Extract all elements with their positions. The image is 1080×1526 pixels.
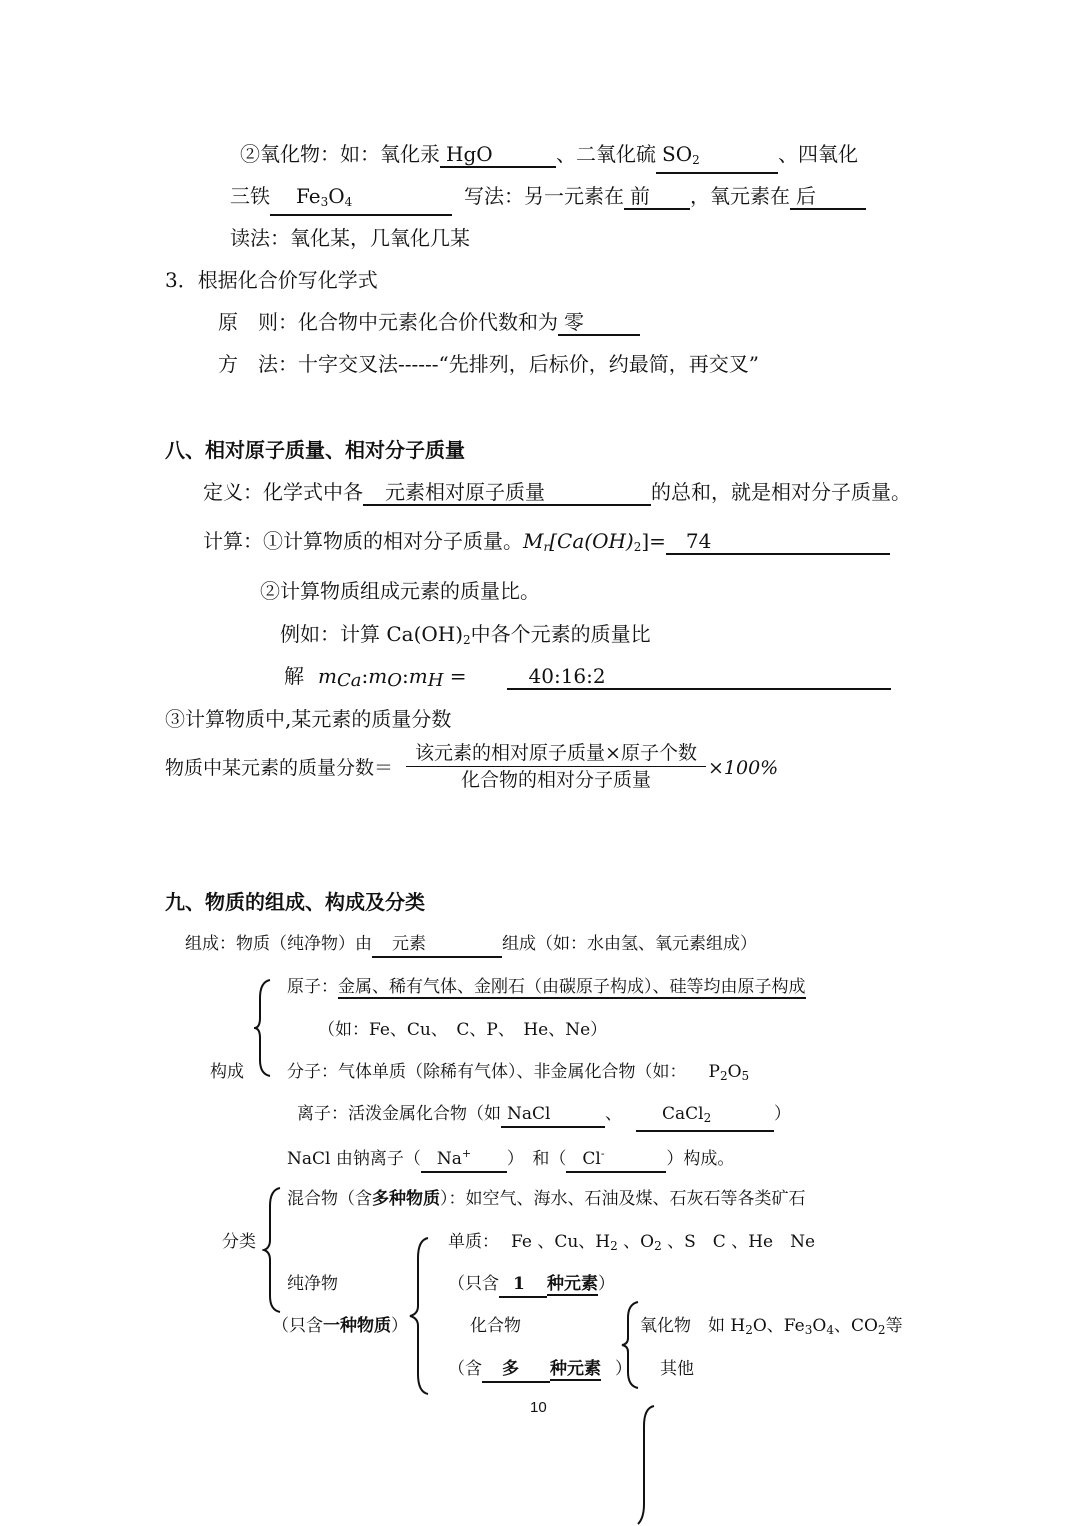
ion-cacl: CaCl: [662, 1104, 704, 1124]
back-value: 后: [796, 184, 816, 208]
fe-text: Fe: [296, 184, 321, 208]
fraction-heading: ③计算物质中,某元素的质量分数: [165, 707, 452, 731]
oxide-label: ②氧化物：如：氧化汞: [240, 142, 440, 166]
example-line: [280, 620, 651, 654]
elem-only-value: 1: [513, 1274, 525, 1294]
elem-only-c: ）: [598, 1274, 615, 1294]
fraction-denominator: 化合物的相对分子质量: [460, 769, 651, 791]
section8-title: 八、相对原子质量、相对分子质量: [165, 438, 465, 462]
mr-r: r: [543, 540, 550, 554]
ion-nacl: NaCl: [507, 1104, 551, 1124]
na-text: Na: [436, 1149, 462, 1169]
h-sub: H: [427, 670, 444, 691]
oxide-fe-sub: 3: [804, 1323, 813, 1337]
molecule-text: 分子：气体单质（除稀有气体）、非金属化合物（如：: [287, 1062, 687, 1082]
def-value: 元素相对原子质量: [385, 480, 545, 504]
na-blank: [421, 1142, 507, 1173]
element-line: [448, 1228, 815, 1260]
continuation-brace: [636, 1404, 658, 1526]
nacl-c: ）构成。: [666, 1149, 735, 1169]
atom-text: 金属、稀有气体、金刚石（由碳原子构成）、硅等均由原子构成: [338, 977, 806, 997]
oxide-mid: O、Fe: [752, 1316, 805, 1336]
def-a: 定义：化学式中各: [203, 480, 363, 504]
classify-brace: [262, 1186, 284, 1314]
comp-b: 组成（如：水由氢、氧元素组成）: [502, 934, 757, 954]
so2-subscript: 2: [692, 153, 700, 167]
pure-label: 纯净物: [287, 1274, 338, 1294]
oxide-label-9: 氧化物 如 H: [640, 1316, 746, 1336]
elem-only-b: 种元素: [547, 1274, 598, 1294]
mixture-line: [287, 1185, 806, 1213]
so2-value: SO: [662, 142, 693, 166]
mr-formula: [Ca(OH): [549, 529, 634, 553]
cl-sup: -: [600, 1147, 605, 1160]
molecule-line: [287, 1058, 749, 1090]
nacl-line: [287, 1142, 734, 1173]
oxide-example-line: [640, 1312, 903, 1344]
cacl-blank: [636, 1102, 774, 1132]
principle-line: [218, 308, 640, 336]
mr-blank: [666, 529, 890, 555]
mixture-bold: 多种物质: [372, 1189, 440, 1209]
fe3o4-blank: [270, 184, 452, 216]
mr-close: ]=: [641, 529, 666, 553]
compound-value: 多: [502, 1359, 519, 1379]
atom-line: [287, 973, 806, 1001]
front-blank: [624, 184, 690, 210]
hgo-blank: [440, 142, 556, 168]
oxide-co: 、CO: [833, 1316, 878, 1336]
ratio-blank: [507, 664, 891, 690]
atom-label: 原子：: [287, 977, 338, 997]
oxide-h-sub: 2: [745, 1323, 753, 1337]
fe3o4-label-a: 、四氧化: [778, 142, 858, 166]
nacl-b: ） 和（: [506, 1149, 567, 1169]
o-text: O: [328, 184, 345, 208]
calc-line: [203, 527, 890, 561]
oxide-o: O: [812, 1316, 827, 1336]
principle-blank: [558, 310, 640, 336]
write-mid: ，氧元素在: [690, 184, 790, 208]
valence-heading: 3．根据化合价写化学式: [165, 268, 378, 292]
composition-line: [185, 930, 757, 958]
compound-c: ）: [615, 1359, 632, 1379]
section9-title: 九、物质的组成、构成及分类: [165, 890, 425, 914]
compound-brace: [620, 1300, 642, 1390]
back-blank: [790, 184, 866, 210]
oxide-line-2: [230, 182, 866, 216]
cl-text: Cl: [582, 1149, 601, 1169]
elem-list: Fe 、Cu、H: [511, 1232, 611, 1252]
definition-blank: [363, 480, 651, 506]
ion-cacl-sub: 2: [703, 1111, 712, 1125]
ca-sub: Ca: [336, 670, 362, 691]
structure-brace: [252, 978, 274, 1078]
atom-examples: （如：Fe、Cu、 C、P、 He、Ne）: [318, 1020, 608, 1040]
elem-h-sub: 2: [610, 1239, 618, 1253]
ion-line: [297, 1100, 791, 1132]
compound-sub: [448, 1355, 632, 1383]
write-label: 写法：另一元素在: [464, 184, 624, 208]
mass-fraction: [406, 740, 706, 793]
ion-close: ）: [774, 1104, 791, 1124]
comp-value: 元素: [392, 934, 426, 954]
fe-sub: 3: [320, 195, 329, 209]
mr-value: 74: [685, 529, 712, 553]
pure-sub: [272, 1312, 408, 1340]
pure-sub-bold: 一种物质: [323, 1316, 391, 1336]
oxide-o-sub: 4: [826, 1323, 834, 1337]
na-sup: +: [461, 1147, 472, 1160]
front-value: 前: [630, 184, 650, 208]
molecule-o: O: [727, 1062, 742, 1082]
principle-label: 原 则：化合物中元素化合价代数和为: [218, 310, 558, 334]
mixture-b: ）：如空气、海水、石油及煤、石灰石等各类矿石: [440, 1189, 806, 1209]
page-number: 10: [530, 1399, 547, 1416]
so2-blank: [656, 142, 778, 174]
pure-brace: [408, 1236, 432, 1396]
oxide-co-sub: 2: [877, 1323, 886, 1337]
o-sub: 4: [344, 195, 353, 209]
solve-line: 解 $m_{Ca}:m_O:m_H$ = 40:16:2: [284, 662, 891, 695]
mr-sub: 2: [633, 540, 642, 554]
elem-rest: 、S C 、He Ne: [661, 1232, 816, 1252]
principle-value: 零: [564, 310, 584, 334]
compound-label: 化合物: [470, 1316, 521, 1336]
so2-label: 、二氧化硫: [556, 142, 656, 166]
example-tail: 中各个元素的质量比: [470, 622, 651, 646]
molecule-p-sub: 2: [719, 1069, 728, 1083]
classify-label: 分类: [222, 1232, 256, 1252]
ratio-value: 40:16:2: [528, 664, 606, 688]
structure-label: 构成: [210, 1062, 244, 1082]
example-sub: 2: [463, 633, 471, 647]
elem-sep1: 、O: [617, 1232, 655, 1252]
definition-line: [203, 478, 911, 506]
compound-b: 种元素: [550, 1359, 601, 1379]
pure-sub-a: （只含: [272, 1316, 323, 1336]
ratio-heading: ②计算物质组成元素的质量比。: [260, 579, 540, 603]
read-rule: 读法：氧化某，几氧化几某: [230, 226, 470, 250]
compound-a: （含: [448, 1359, 482, 1379]
compound-blank: [482, 1357, 550, 1383]
pure-sub-b: ）: [391, 1316, 408, 1336]
example-text: 例如：计算 Ca(OH): [280, 622, 464, 646]
fe3o4-label-b: 三铁: [230, 184, 270, 208]
cl-blank: [566, 1142, 666, 1173]
fraction-numerator: 该元素的相对原子质量×原子个数: [406, 740, 706, 767]
times-100: ×100%: [708, 757, 779, 779]
oxide-tail: 等: [885, 1316, 903, 1336]
hgo-value: HgO: [446, 142, 493, 166]
oxide-line-1: [240, 140, 858, 174]
mr-m: M: [523, 529, 544, 553]
o-sub8: O: [387, 670, 402, 691]
other-label: 其他: [660, 1359, 694, 1379]
solve-label: 解: [284, 664, 304, 688]
ion-label: 离子：活泼金属化合物（如: [297, 1104, 501, 1124]
m-ca: m: [318, 664, 337, 688]
molecule-p: P: [708, 1062, 720, 1082]
comp-blank: [372, 932, 502, 958]
m-h: m: [408, 664, 428, 688]
comp-a: 组成：物质（纯净物）由: [185, 934, 372, 954]
elem-only-blank: [499, 1272, 547, 1298]
def-b: 的总和，就是相对分子质量。: [651, 480, 911, 504]
elem-only-a: （只含: [448, 1274, 499, 1294]
elem-o-sub: 2: [654, 1239, 662, 1253]
ion-sep: 、: [605, 1104, 622, 1124]
element-only-line: [448, 1270, 615, 1298]
molecule-o-sub: 5: [741, 1069, 750, 1083]
elem-label: 单质：: [448, 1232, 499, 1252]
formula-label: 物质中某元素的质量分数＝: [165, 757, 394, 779]
mixture-a: 混合物（含: [287, 1189, 372, 1209]
nacl-a: NaCl 由钠离子（: [287, 1149, 421, 1169]
m-o: m: [368, 664, 388, 688]
method-line: 方 法：十字交叉法------“先排列，后标价，约最简，再交叉”: [218, 352, 759, 376]
nacl-blank: [501, 1102, 605, 1128]
calc-label: 计算：①计算物质的相对分子质量。: [203, 529, 523, 553]
